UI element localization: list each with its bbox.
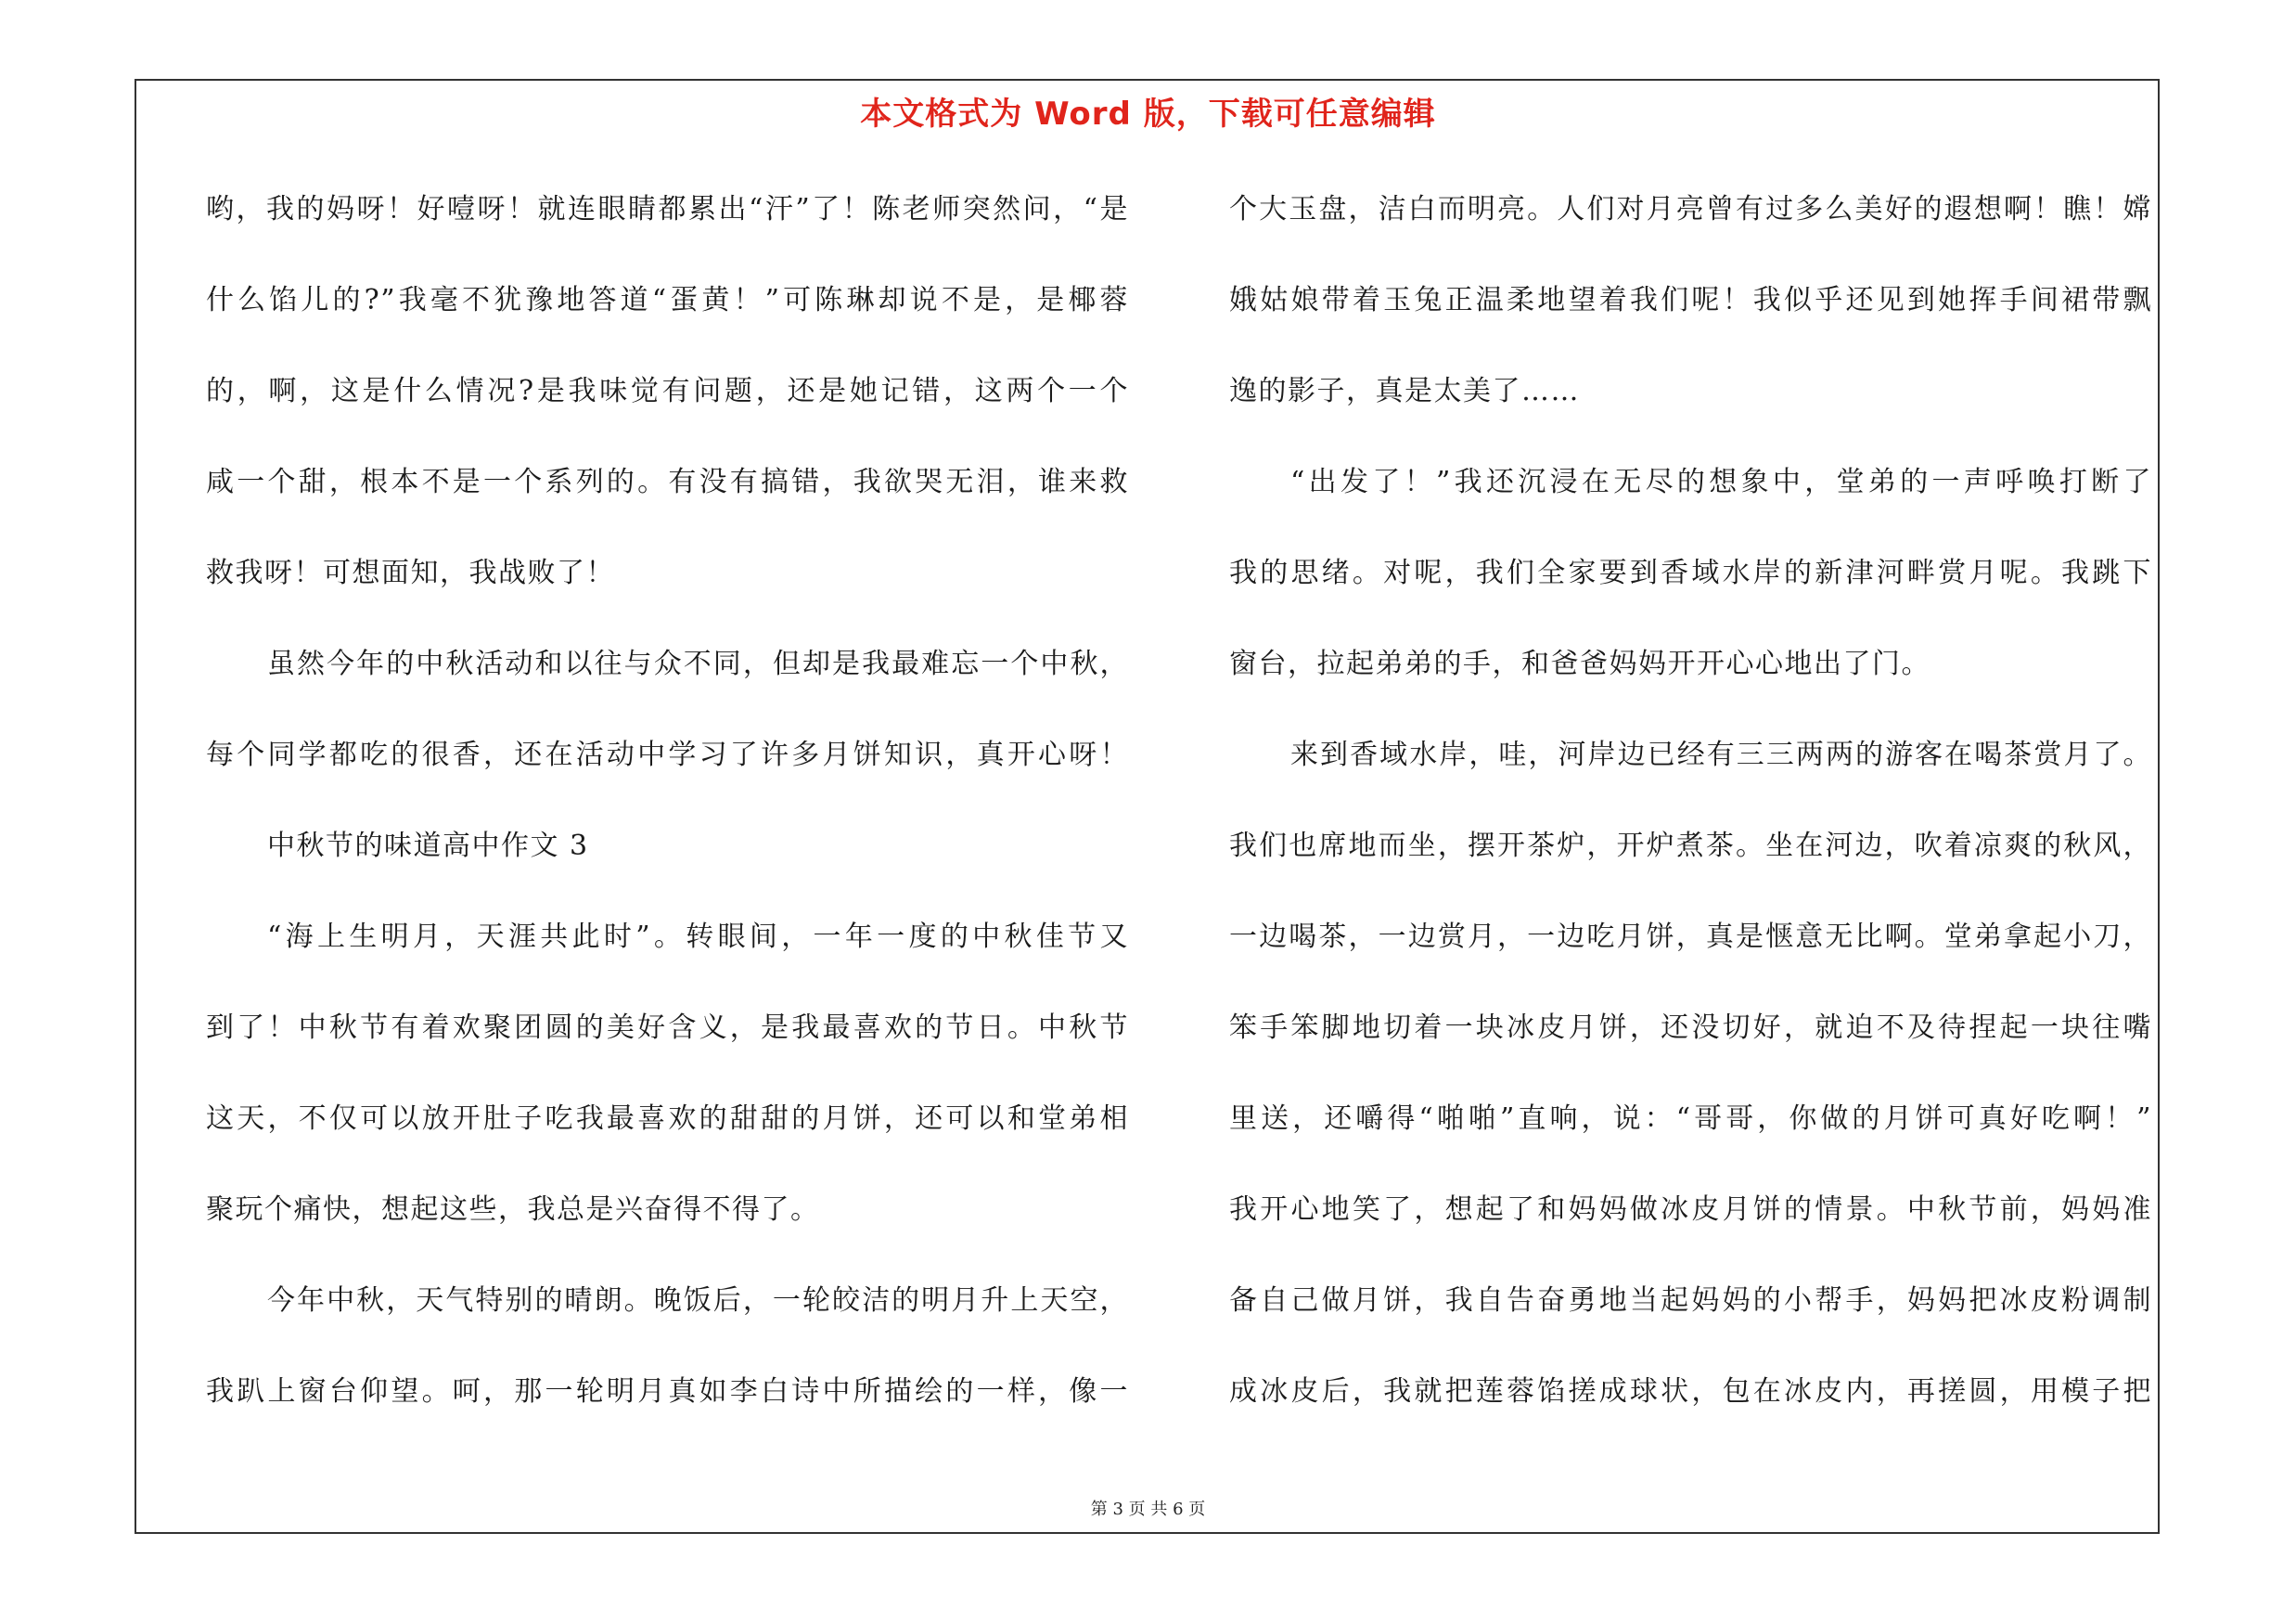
text-line: 笨手笨脚地切着一块冰皮月饼，还没切好，就迫不及待捏起一块往嘴 <box>1229 1011 2152 1044</box>
text-line: 到了！中秋节有着欢聚团圆的美好含义，是我最喜欢的节日。中秋节 <box>206 1011 1129 1044</box>
format-banner: 本文格式为 Word 版，下载可任意编辑 <box>860 96 1436 133</box>
text-line: 哟，我的妈呀！好噎呀！就连眼睛都累出“汗”了！陈老师突然问，“是 <box>206 193 1129 225</box>
left-text-column <box>206 181 1129 1454</box>
page-number-footer: 第 3 页 共 6 页 <box>1090 1500 1206 1519</box>
text-line: 什么馅儿的?”我毫不犹豫地答道“蛋黄！”可陈琳却说不是，是椰蓉 <box>206 284 1129 316</box>
text-line: 来到香域水岸，哇，河岸边已经有三三两两的游客在喝茶赏月了。 <box>1290 739 2152 771</box>
text-line: 备自己做月饼，我自告奋勇地当起妈妈的小帮手，妈妈把冰皮粉调制 <box>1229 1284 2152 1317</box>
section-heading: 中秋节的味道高中作文 3 <box>267 830 589 862</box>
text-line: 救我呀！可想面知，我战败了！ <box>206 557 615 589</box>
text-line: 个大玉盘，洁白而明亮。人们对月亮曾有过多么美好的遐想啊！瞧！嫦 <box>1229 193 2152 225</box>
text-line: 的，啊，这是什么情况?是我味觉有问题，还是她记错，这两个一个 <box>206 375 1129 407</box>
text-line: 咸一个甜，根本不是一个系列的。有没有搞错，我欲哭无泪，谁来救 <box>206 466 1129 498</box>
text-line: 这天，不仅可以放开肚子吃我最喜欢的甜甜的月饼，还可以和堂弟相 <box>206 1102 1129 1135</box>
text-line: “海上生明月，天涯共此时”。转眼间，一年一度的中秋佳节又 <box>267 921 1129 953</box>
text-line: 里送，还嚼得“啪啪”直响，说：“哥哥，你做的月饼可真好吃啊！” <box>1229 1102 2152 1135</box>
text-line: 今年中秋，天气特别的晴朗。晚饭后，一轮皎洁的明月升上天空， <box>267 1284 1129 1317</box>
text-line: 虽然今年的中秋活动和以往与众不同，但却是我最难忘一个中秋， <box>267 648 1129 680</box>
right-text-column <box>1229 181 2152 1454</box>
text-line: 聚玩个痛快，想起这些，我总是兴奋得不得了。 <box>206 1193 820 1226</box>
text-line: 娥姑娘带着玉兔正温柔地望着我们呢！我似乎还见到她挥手间裙带飘 <box>1229 284 2152 316</box>
text-line: 我的思绪。对呢，我们全家要到香域水岸的新津河畔赏月呢。我跳下 <box>1229 557 2152 589</box>
text-line: “出发了！”我还沉浸在无尽的想象中，堂弟的一声呼唤打断了 <box>1290 466 2152 498</box>
text-line: 逸的影子，真是太美了…… <box>1229 375 1580 407</box>
text-line: 一边喝茶，一边赏月，一边吃月饼，真是惬意无比啊。堂弟拿起小刀， <box>1229 921 2152 953</box>
text-line: 我趴上窗台仰望。呵，那一轮明月真如李白诗中所描绘的一样，像一 <box>206 1375 1129 1408</box>
text-line: 成冰皮后，我就把莲蓉馅搓成球状，包在冰皮内，再搓圆，用模子把 <box>1229 1375 2152 1408</box>
text-line: 窗台，拉起弟弟的手，和爸爸妈妈开开心心地出了门。 <box>1229 648 1930 680</box>
text-line: 我开心地笑了，想起了和妈妈做冰皮月饼的情景。中秋节前，妈妈准 <box>1229 1193 2152 1226</box>
text-line: 每个同学都吃的很香，还在活动中学习了许多月饼知识，真开心呀！ <box>206 739 1129 771</box>
text-line: 我们也席地而坐，摆开茶炉，开炉煮茶。坐在河边，吹着凉爽的秋风， <box>1229 830 2152 862</box>
